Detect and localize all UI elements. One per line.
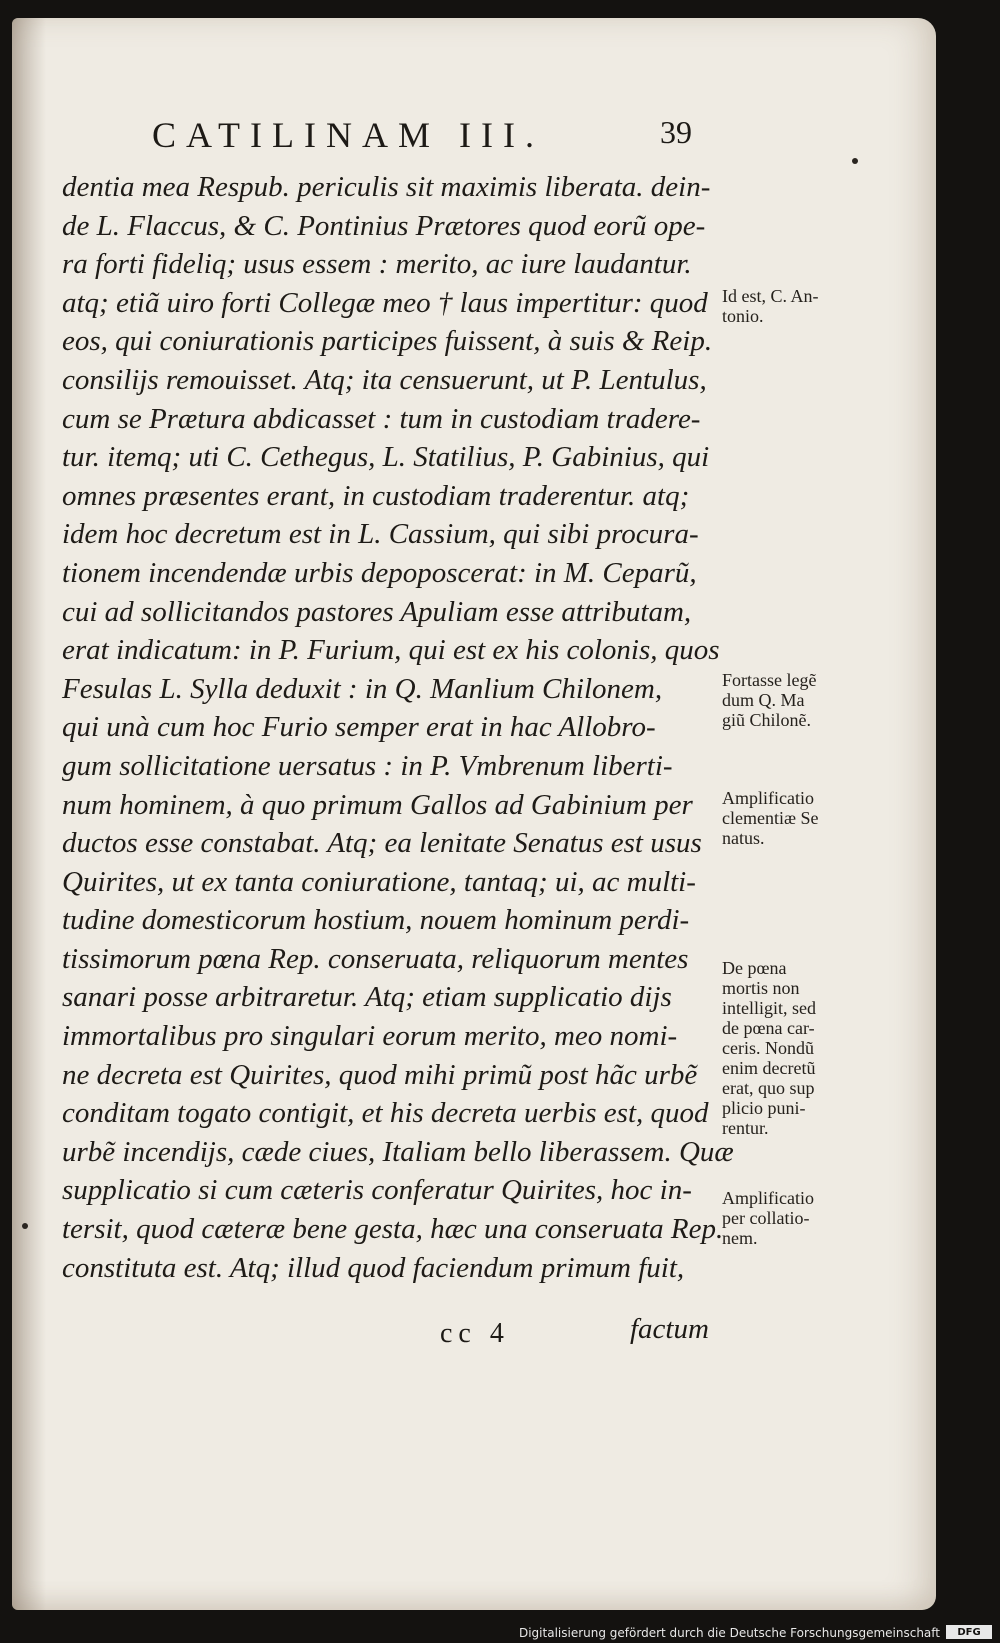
text-line: cum se Prætura abdicasset : tum in custodiam tradere-	[62, 402, 701, 435]
marginal-note	[722, 1188, 872, 1248]
marginal-note	[722, 788, 872, 848]
text-line: de L. Flaccus, & C. Pontinius Prætores quod eorũ ope-	[62, 209, 706, 242]
text-line: immortalibus pro singulari eorum merito, meo nomi-	[62, 1020, 678, 1053]
book-page	[12, 18, 936, 1610]
text-line: tur. itemq; uti C. Cethegus, L. Statilius, P. Gabinius, qui	[62, 441, 710, 474]
text-line: omnes præsentes erant, in custodiam traderentur. atq;	[62, 479, 690, 512]
text-line: consilijs remouisset. Atq; ita censuerunt, ut P. Lentulus,	[62, 363, 707, 396]
text-line: num hominem, à quo primum Gallos ad Gabinium per	[62, 788, 693, 821]
text-line: ra forti fideliq; usus essem : merito, ac iure laudantur.	[62, 248, 692, 281]
digitization-credit: Digitalisierung gefördert durch die Deutsche Forschungsgemeinschaft	[518, 1626, 940, 1640]
marginal-note-line: Id est, C. An-	[722, 286, 819, 306]
marginal-note-line: tonio.	[722, 306, 764, 326]
text-line: conditam togato contigit, et his decreta uerbis est, quod	[62, 1097, 709, 1130]
main-text-block	[62, 168, 734, 1287]
marginal-note-line: nem.	[722, 1228, 758, 1248]
marginal-note-line: mortis non	[722, 978, 800, 998]
catchword: factum	[630, 1313, 709, 1345]
text-line: constituta est. Atq; illud quod faciendum primum fuit,	[62, 1251, 685, 1284]
marginal-note-line: Fortasse legẽ	[722, 670, 817, 690]
signature-mark: cc 4	[440, 1318, 510, 1349]
text-line: erat indicatum: in P. Furium, qui est ex his colonis, quos	[62, 634, 720, 667]
marginal-note-line: per collatio-	[722, 1208, 810, 1228]
running-head: CATILINAM III.	[152, 115, 544, 155]
marginal-note-line: erat, quo sup	[722, 1078, 815, 1098]
page-gutter-shadow	[12, 18, 46, 1610]
marginal-note	[722, 670, 872, 730]
marginal-note-line: rentur.	[722, 1118, 769, 1138]
text-line: atq; etiã uiro forti Collegæ meo † laus impertitur: quod	[62, 286, 708, 319]
marginal-note-line: ceris. Nondũ	[722, 1038, 814, 1058]
text-line: dentia mea Respub. periculis sit maximis liberata. dein-	[62, 171, 711, 203]
text-line: tudine domesticorum hostium, nouem hominum perdi-	[62, 904, 690, 937]
ink-mark	[852, 158, 858, 164]
digitization-footer	[0, 1621, 1000, 1643]
marginal-note-line: Amplificatio	[722, 1188, 814, 1208]
text-line: ne decreta est Quirites, quod mihi primũ post hãc urbẽ	[62, 1058, 698, 1091]
text-line: tissimorum pœna Rep. conseruata, reliquorum mentes	[62, 942, 689, 975]
text-line: eos, qui coniurationis participes fuissent, à suis & Reip.	[62, 325, 713, 358]
marginal-note-line: natus.	[722, 828, 765, 848]
marginal-note-line: dum Q. Ma	[722, 690, 805, 710]
marginal-note-line: De pœna	[722, 958, 787, 978]
text-line: qui unà cum hoc Furio semper erat in hac Allobro-	[62, 711, 656, 744]
text-line: supplicatio si cum cæteris conferatur Quirites, hoc in-	[62, 1174, 692, 1207]
marginal-note-line: intelligit, sed	[722, 998, 816, 1018]
marginal-note-line: enim decretũ	[722, 1058, 816, 1078]
marginal-note-line: Amplificatio	[722, 788, 814, 808]
text-line: tionem incendendæ urbis depoposcerat: in M. Ceparũ,	[62, 556, 697, 589]
text-line: cui ad sollicitandos pastores Apuliam esse attributam,	[62, 595, 692, 628]
ink-mark	[22, 1223, 28, 1229]
text-line: urbẽ incendijs, cæde ciues, Italiam bello liberassem. Quæ	[62, 1135, 734, 1168]
page-number: 39	[660, 114, 692, 150]
text-line: sanari posse arbitraretur. Atq; etiam supplicatio dijs	[62, 981, 672, 1014]
marginal-note	[722, 958, 872, 1138]
text-line: idem hoc decretum est in L. Cassium, qui sibi procura-	[62, 518, 699, 551]
marginal-note	[722, 286, 872, 326]
marginal-note-line: clementiæ Se	[722, 808, 819, 828]
marginal-note-line: de pœna car-	[722, 1018, 815, 1038]
marginal-note-line: giũ Chilonẽ.	[722, 710, 811, 730]
text-line: tersit, quod cæteræ bene gesta, hæc una conseruata Rep.	[62, 1213, 724, 1246]
text-line: gum sollicitatione uersatus : in P. Vmbrenum liberti-	[62, 749, 673, 782]
dfg-logo: DFG	[946, 1625, 992, 1639]
text-line: ductos esse constabat. Atq; ea lenitate Senatus est usus	[62, 827, 702, 860]
text-line: Quirites, ut ex tanta coniuratione, tantaq; ui, ac multi-	[62, 865, 696, 898]
text-line: Fesulas L. Sylla deduxit : in Q. Manlium Chilonem,	[62, 672, 663, 705]
marginal-note-line: plicio puni-	[722, 1098, 806, 1118]
